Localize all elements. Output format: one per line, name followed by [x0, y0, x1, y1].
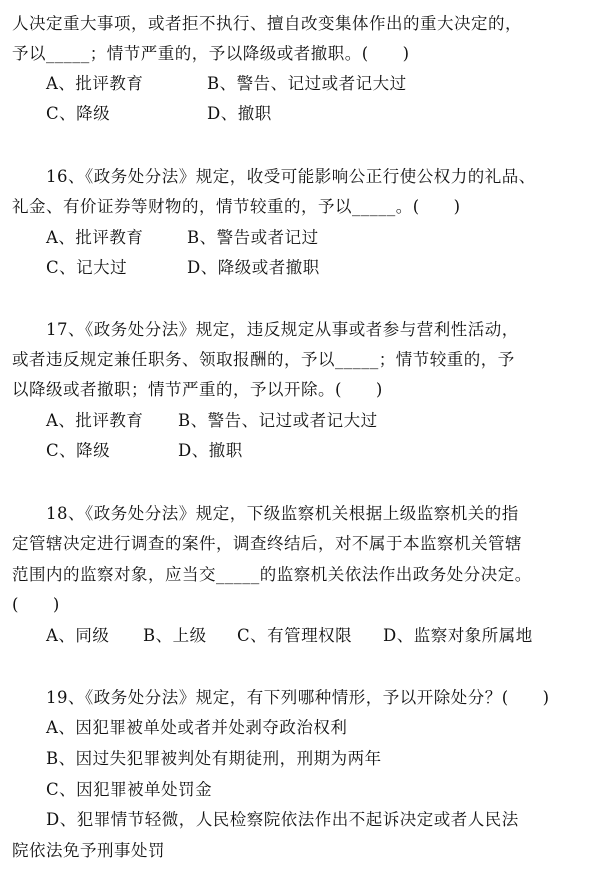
- q15-option-a[interactable]: A、批评教育: [46, 74, 144, 93]
- q18-option-c[interactable]: C、有管理权限: [237, 626, 353, 645]
- q15-option-b[interactable]: B、警告、记过或者记大过: [207, 74, 407, 93]
- q17-line-2: 或者违反规定兼任职务、领取报酬的，予以_____；情节较重的，予: [12, 350, 515, 369]
- q19-option-d[interactable]: D、犯罪情节轻微，人民检察院依法作出不起诉决定或者人民法: [46, 810, 519, 829]
- q17-option-b[interactable]: B、警告、记过或者记大过: [178, 411, 378, 430]
- q16-option-d[interactable]: D、降级或者撤职: [187, 258, 320, 277]
- q18-line-4: ( ): [12, 595, 60, 614]
- q15-line-1: 人决定重大事项，或者拒不执行、擅自改变集体作出的重大决定的，: [12, 14, 522, 33]
- q16-line-2: 礼金、有价证券等财物的，情节较重的，予以_____。( ): [12, 197, 461, 216]
- q17-line-3: 以降级或者撤职；情节严重的，予以开除。( ): [12, 380, 383, 399]
- q18-line-2: 定管辖决定进行调查的案件，调查终结后，对不属于本监察机关管辖: [12, 534, 522, 553]
- q19-option-a[interactable]: A、因犯罪被单处或者并处剥夺政治权利: [46, 718, 348, 737]
- q19-option-b[interactable]: B、因过失犯罪被判处有期徒刑，刑期为两年: [46, 749, 382, 768]
- q16-line-1: 16、《政务处分法》规定，收受可能影响公正行使公权力的礼品、: [46, 167, 536, 186]
- q19-line-1: 19、《政务处分法》规定，有下列哪种情形，予以开除处分？( ): [46, 688, 550, 707]
- q18-line-1: 18、《政务处分法》规定，下级监察机关根据上级监察机关的指: [46, 504, 519, 523]
- q18-option-b[interactable]: B、上级: [143, 626, 207, 645]
- q19-option-c[interactable]: C、因犯罪被单处罚金: [46, 780, 213, 799]
- q17-line-1: 17、《政务处分法》规定，违反规定从事或者参与营利性活动，: [46, 320, 519, 339]
- q18-line-3: 范围内的监察对象，应当交_____的监察机关依法作出政务处分决定。: [12, 565, 532, 584]
- q15-option-d[interactable]: D、撤职: [207, 104, 272, 123]
- q16-option-c[interactable]: C、记大过: [46, 258, 128, 277]
- q18-option-a[interactable]: A、同级: [46, 626, 110, 645]
- q16-option-a[interactable]: A、批评教育: [46, 228, 144, 247]
- q19-option-d-continuation: 院依法免予刑事处罚: [12, 841, 165, 860]
- q16-option-b[interactable]: B、警告或者记过: [187, 228, 319, 247]
- q17-option-c[interactable]: C、降级: [46, 441, 111, 460]
- q17-option-d[interactable]: D、撤职: [178, 441, 243, 460]
- q17-option-a[interactable]: A、批评教育: [46, 411, 144, 430]
- q18-option-d[interactable]: D、监察对象所属地: [383, 626, 533, 645]
- q15-line-2: 予以_____；情节严重的，予以降级或者撤职。( ): [12, 44, 410, 63]
- q15-option-c[interactable]: C、降级: [46, 104, 111, 123]
